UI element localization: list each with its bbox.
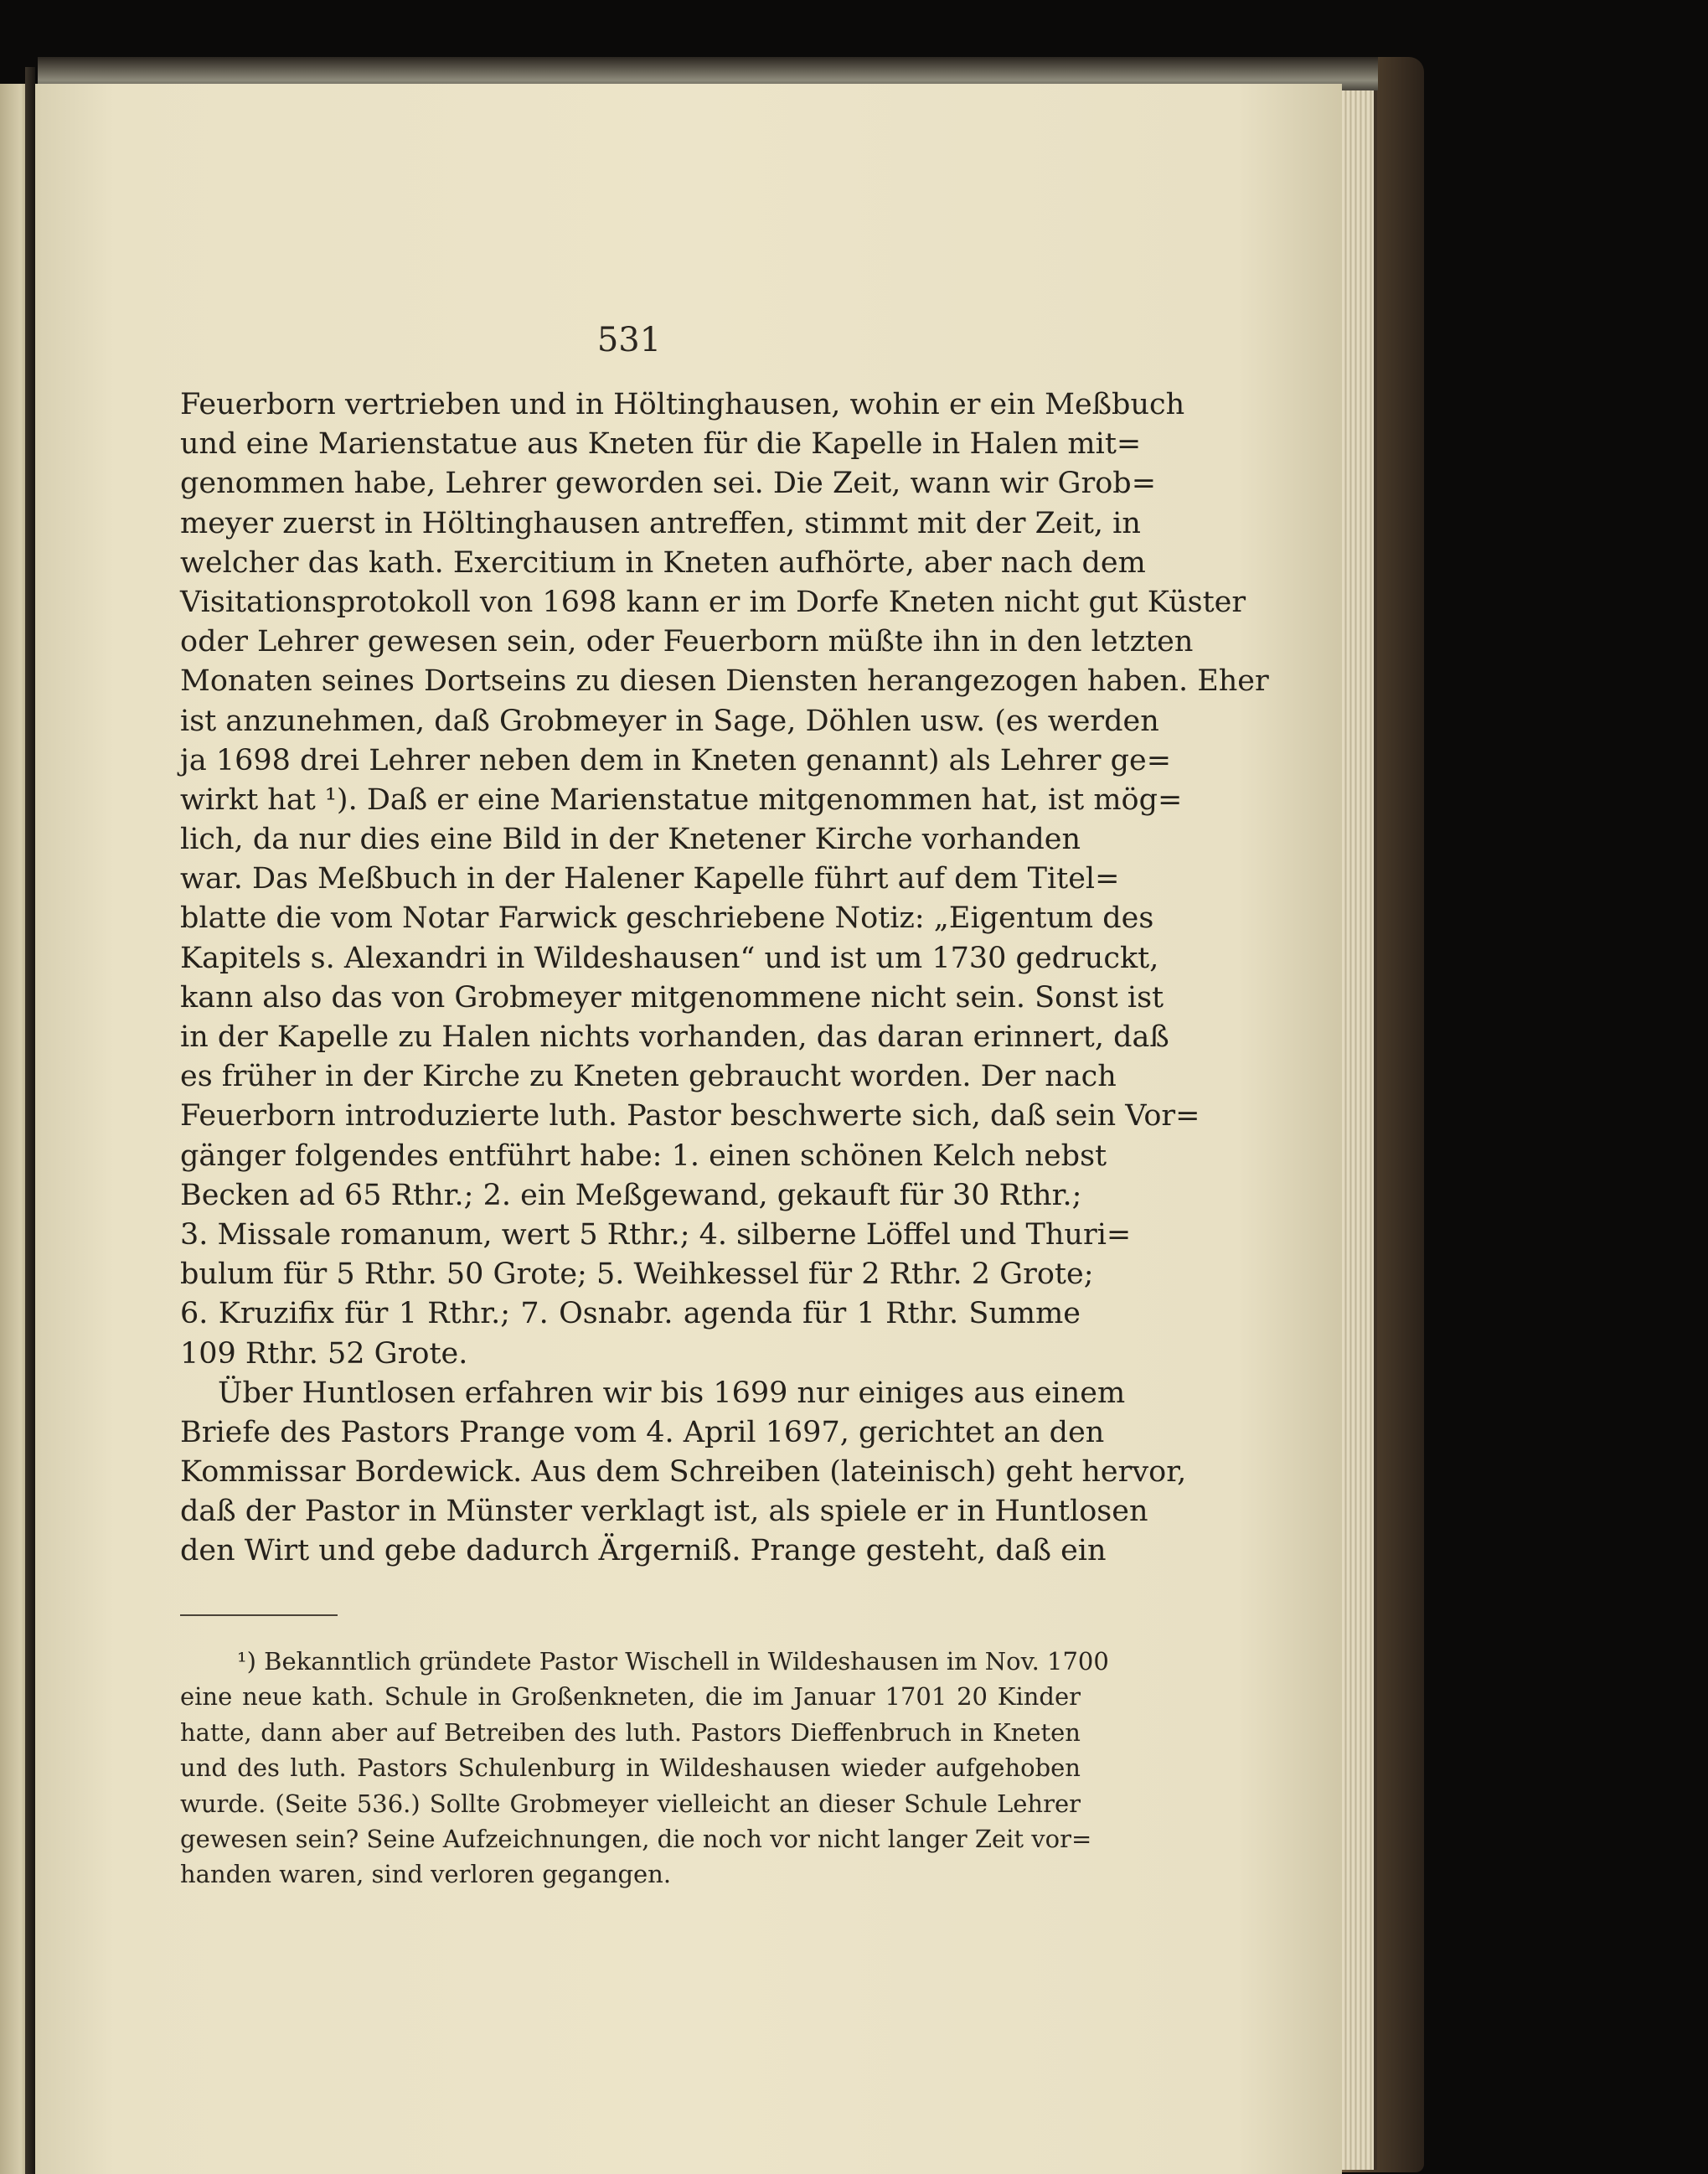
text-line: Kapitels s. Alexandri in Wildeshausen“ und ist um 1730 gedruckt, bbox=[180, 941, 1159, 975]
text-line: Feuerborn vertrieben und in Höltinghausen, wohin er ein Meßbuch bbox=[180, 388, 1185, 421]
text-line: ja 1698 drei Lehrer neben dem in Kneten genannt) als Lehrer ge= bbox=[180, 743, 1172, 777]
text-line: 6. Kruzifix für 1 Rthr.; 7. Osnabr. agenda für 1 Rthr. Summe bbox=[180, 1297, 1081, 1331]
footnote-line: wurde. (Seite 536.) Sollte Grobmeyer vielleicht an dieser Schule Lehrer bbox=[180, 1789, 1081, 1818]
text-line: welcher das kath. Exercitium in Kneten aufhörte, aber nach dem bbox=[180, 545, 1146, 580]
footnote-divider bbox=[180, 1614, 338, 1616]
text-line: gänger folgendes entführt habe: 1. einen schönen Kelch nebst bbox=[180, 1139, 1107, 1173]
text-line: 3. Missale romanum, wert 5 Rthr.; 4. silberne Löffel und Thuri= bbox=[180, 1217, 1132, 1252]
body-text bbox=[180, 385, 1269, 1572]
text-line: es früher in der Kirche zu Kneten gebraucht worden. Der nach bbox=[180, 1060, 1117, 1094]
text-line: kann also das von Grobmeyer mitgenommene nicht sein. Sonst ist bbox=[180, 980, 1164, 1015]
text-line: Kommissar Bordewick. Aus dem Schreiben (lateinisch) geht hervor, bbox=[180, 1455, 1187, 1490]
text-line: den Wirt und gebe dadurch Ärgerniß. Prange gesteht, daß ein bbox=[180, 1534, 1107, 1568]
footnote-line: hatte, dann aber auf Betreiben des luth. Pastors Dieffenbruch in Kneten bbox=[180, 1717, 1081, 1747]
text-line: in der Kapelle zu Halen nichts vorhanden, das daran erinnert, daß bbox=[180, 1020, 1169, 1054]
text-line: war. Das Meßbuch in der Halener Kapelle führt auf dem Titel= bbox=[180, 862, 1120, 896]
page-number: 531 bbox=[596, 321, 662, 359]
text-line: Feuerborn introduzierte luth. Pastor beschwerte sich, daß sein Vor= bbox=[180, 1099, 1200, 1133]
footnote bbox=[180, 1644, 1109, 1893]
text-line: ist anzunehmen, daß Grobmeyer in Sage, Döhlen usw. (es werden bbox=[180, 704, 1159, 738]
footnote-line: ¹) Bekanntlich gründete Pastor Wischell in Wildeshausen im Nov. 1700 bbox=[237, 1647, 1109, 1676]
text-line: oder Lehrer gewesen sein, oder Feuerborn müßte ihn in den letzten bbox=[180, 625, 1194, 659]
text-line: Visitationsprotokoll von 1698 kann er im Dorfe Kneten nicht gut Küster bbox=[180, 585, 1246, 619]
text-line: genommen habe, Lehrer geworden sei. Die Zeit, wann wir Grob= bbox=[180, 467, 1157, 501]
footnote-line: eine neue kath. Schule in Großenkneten, die im Januar 1701 20 Kinder bbox=[180, 1682, 1081, 1712]
text-line: Becken ad 65 Rthr.; 2. ein Meßgewand, gekauft für 30 Rthr.; bbox=[180, 1178, 1082, 1212]
text-line: bulum für 5 Rthr. 50 Grote; 5. Weihkessel für 2 Rthr. 2 Grote; bbox=[180, 1257, 1094, 1292]
footnote-line: handen waren, sind verloren gegangen. bbox=[180, 1860, 672, 1889]
text-line: Briefe des Pastors Prange vom 4. April 1697, gerichtet an den bbox=[180, 1415, 1105, 1449]
footnote-line: gewesen sein? Seine Aufzeichnungen, die noch vor nicht langer Zeit vor= bbox=[180, 1824, 1092, 1853]
text-line: Monaten seines Dortseins zu diesen Diensten herangezogen haben. Eher bbox=[180, 664, 1269, 699]
text-line: und eine Marienstatue aus Kneten für die Kapelle in Halen mit= bbox=[180, 427, 1142, 462]
book-page bbox=[35, 84, 1342, 2174]
text-line: wirkt hat ¹). Daß er eine Marienstatue mitgenommen hat, ist mög= bbox=[180, 782, 1183, 817]
footnote-line: und des luth. Pastors Schulenburg in Wildeshausen wieder aufgehoben bbox=[180, 1753, 1081, 1783]
text-line: lich, da nur dies eine Bild in der Knetener Kirche vorhanden bbox=[180, 823, 1081, 857]
text-line: blatte die vom Notar Farwick geschriebene Notiz: „Eigentum des bbox=[180, 901, 1154, 936]
text-line: meyer zuerst in Höltinghausen antreffen, stimmt mit der Zeit, in bbox=[180, 506, 1141, 540]
text-line: Über Huntlosen erfahren wir bis 1699 nur einiges aus einem bbox=[218, 1376, 1126, 1410]
text-line: 109 Rthr. 52 Grote. bbox=[180, 1336, 468, 1371]
book-gutter bbox=[25, 67, 35, 2174]
text-line: daß der Pastor in Münster verklagt ist, als spiele er in Huntlosen bbox=[180, 1495, 1148, 1529]
